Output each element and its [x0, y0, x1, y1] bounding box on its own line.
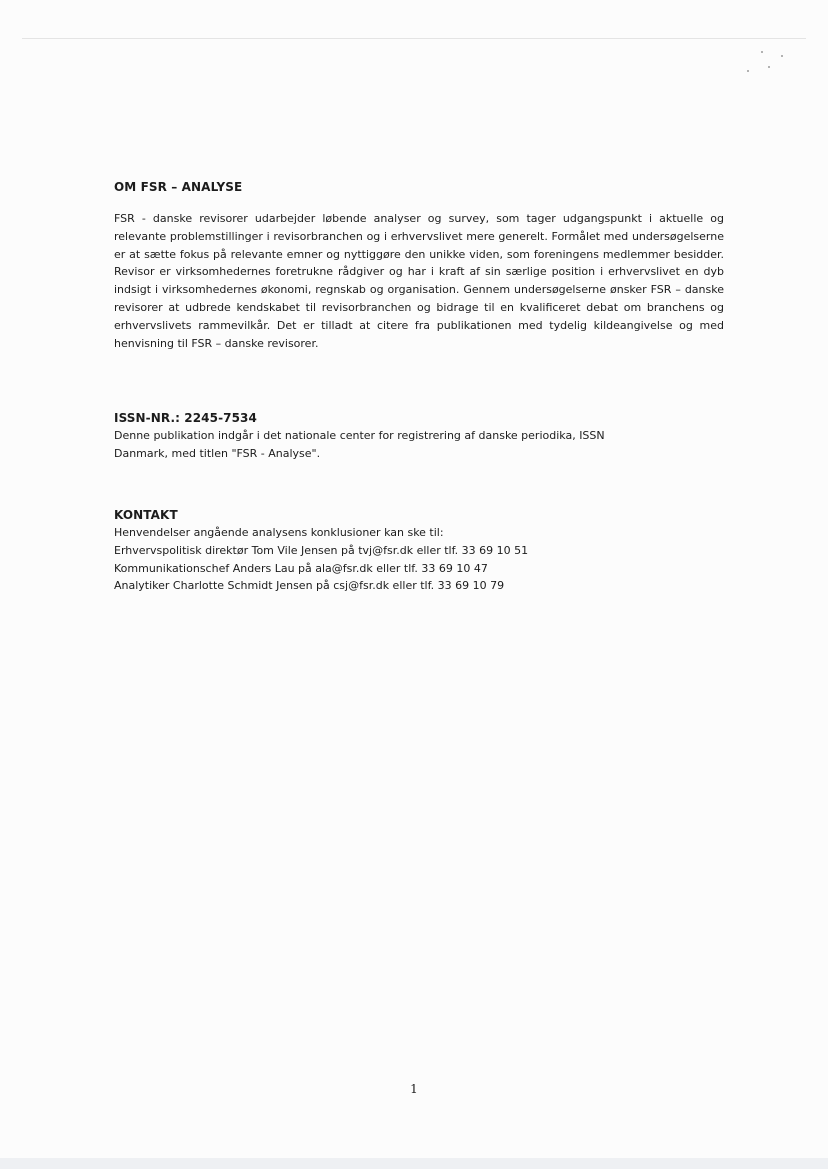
scan-speck — [781, 55, 783, 57]
contact-person-line: Erhvervspolitisk direktør Tom Vile Jensen på tvj@fsr.dk eller tlf. 33 69 10 51 — [114, 543, 529, 557]
contact-body — [114, 524, 724, 595]
contact-person-line: Kommunikationschef Anders Lau på ala@fsr.dk eller tlf. 33 69 10 47 — [114, 561, 488, 575]
issn-line: Denne publikation indgår i det nationale center for registrering af danske periodika, ISSN — [114, 429, 605, 442]
issn-line: Danmark, med titlen "FSR - Analyse". — [114, 446, 321, 460]
bottom-scan-edge — [0, 1158, 828, 1169]
scan-speck — [768, 66, 770, 68]
issn-heading: ISSN-NR.: 2245-7534 — [114, 411, 257, 425]
issn-section — [114, 410, 724, 463]
scan-speck — [761, 51, 763, 53]
contact-heading: KONTAKT — [114, 508, 178, 522]
contact-section — [114, 507, 724, 595]
about-body: FSR - danske revisorer udarbejder løbende analyser og survey, som tager udgangspunkt i aktuelle og relevante problemstillinger i revisorbranchen og i erhvervslivet mere generelt. Formålet med undersøgelserne er at sætte fokus på relevante emner og nyttiggøre den unikke viden, som foreningens medlemmer besidder. Revisor er virksomhedernes foretrukne rådgiver og har i kraft af sin særlige position i erhvervslivet en dyb indsigt i virksomhedernes økonomi, regnskab og organisation. Gennem undersøgelserne ønsker FSR – danske revisorer at udbrede kendskabet til revisorbranchen og bidrage til en kvalificeret debat om branchens og erhvervslivets rammevilkår. Det er tilladt at citere fra publikationen med tydelig kildeangivelse og med henvisning til FSR – danske revisorer. — [114, 212, 724, 350]
contact-intro: Henvendelser angående analysens konklusioner kan ske til: — [114, 526, 444, 539]
header-rule — [22, 38, 806, 39]
page-number: 1 — [410, 1082, 418, 1096]
about-heading: OM FSR – ANALYSE — [114, 180, 243, 194]
contact-person-line: Analytiker Charlotte Schmidt Jensen på csj@fsr.dk eller tlf. 33 69 10 79 — [114, 579, 505, 593]
about-section — [114, 179, 724, 352]
scan-speck — [747, 70, 749, 72]
issn-body — [114, 427, 724, 463]
